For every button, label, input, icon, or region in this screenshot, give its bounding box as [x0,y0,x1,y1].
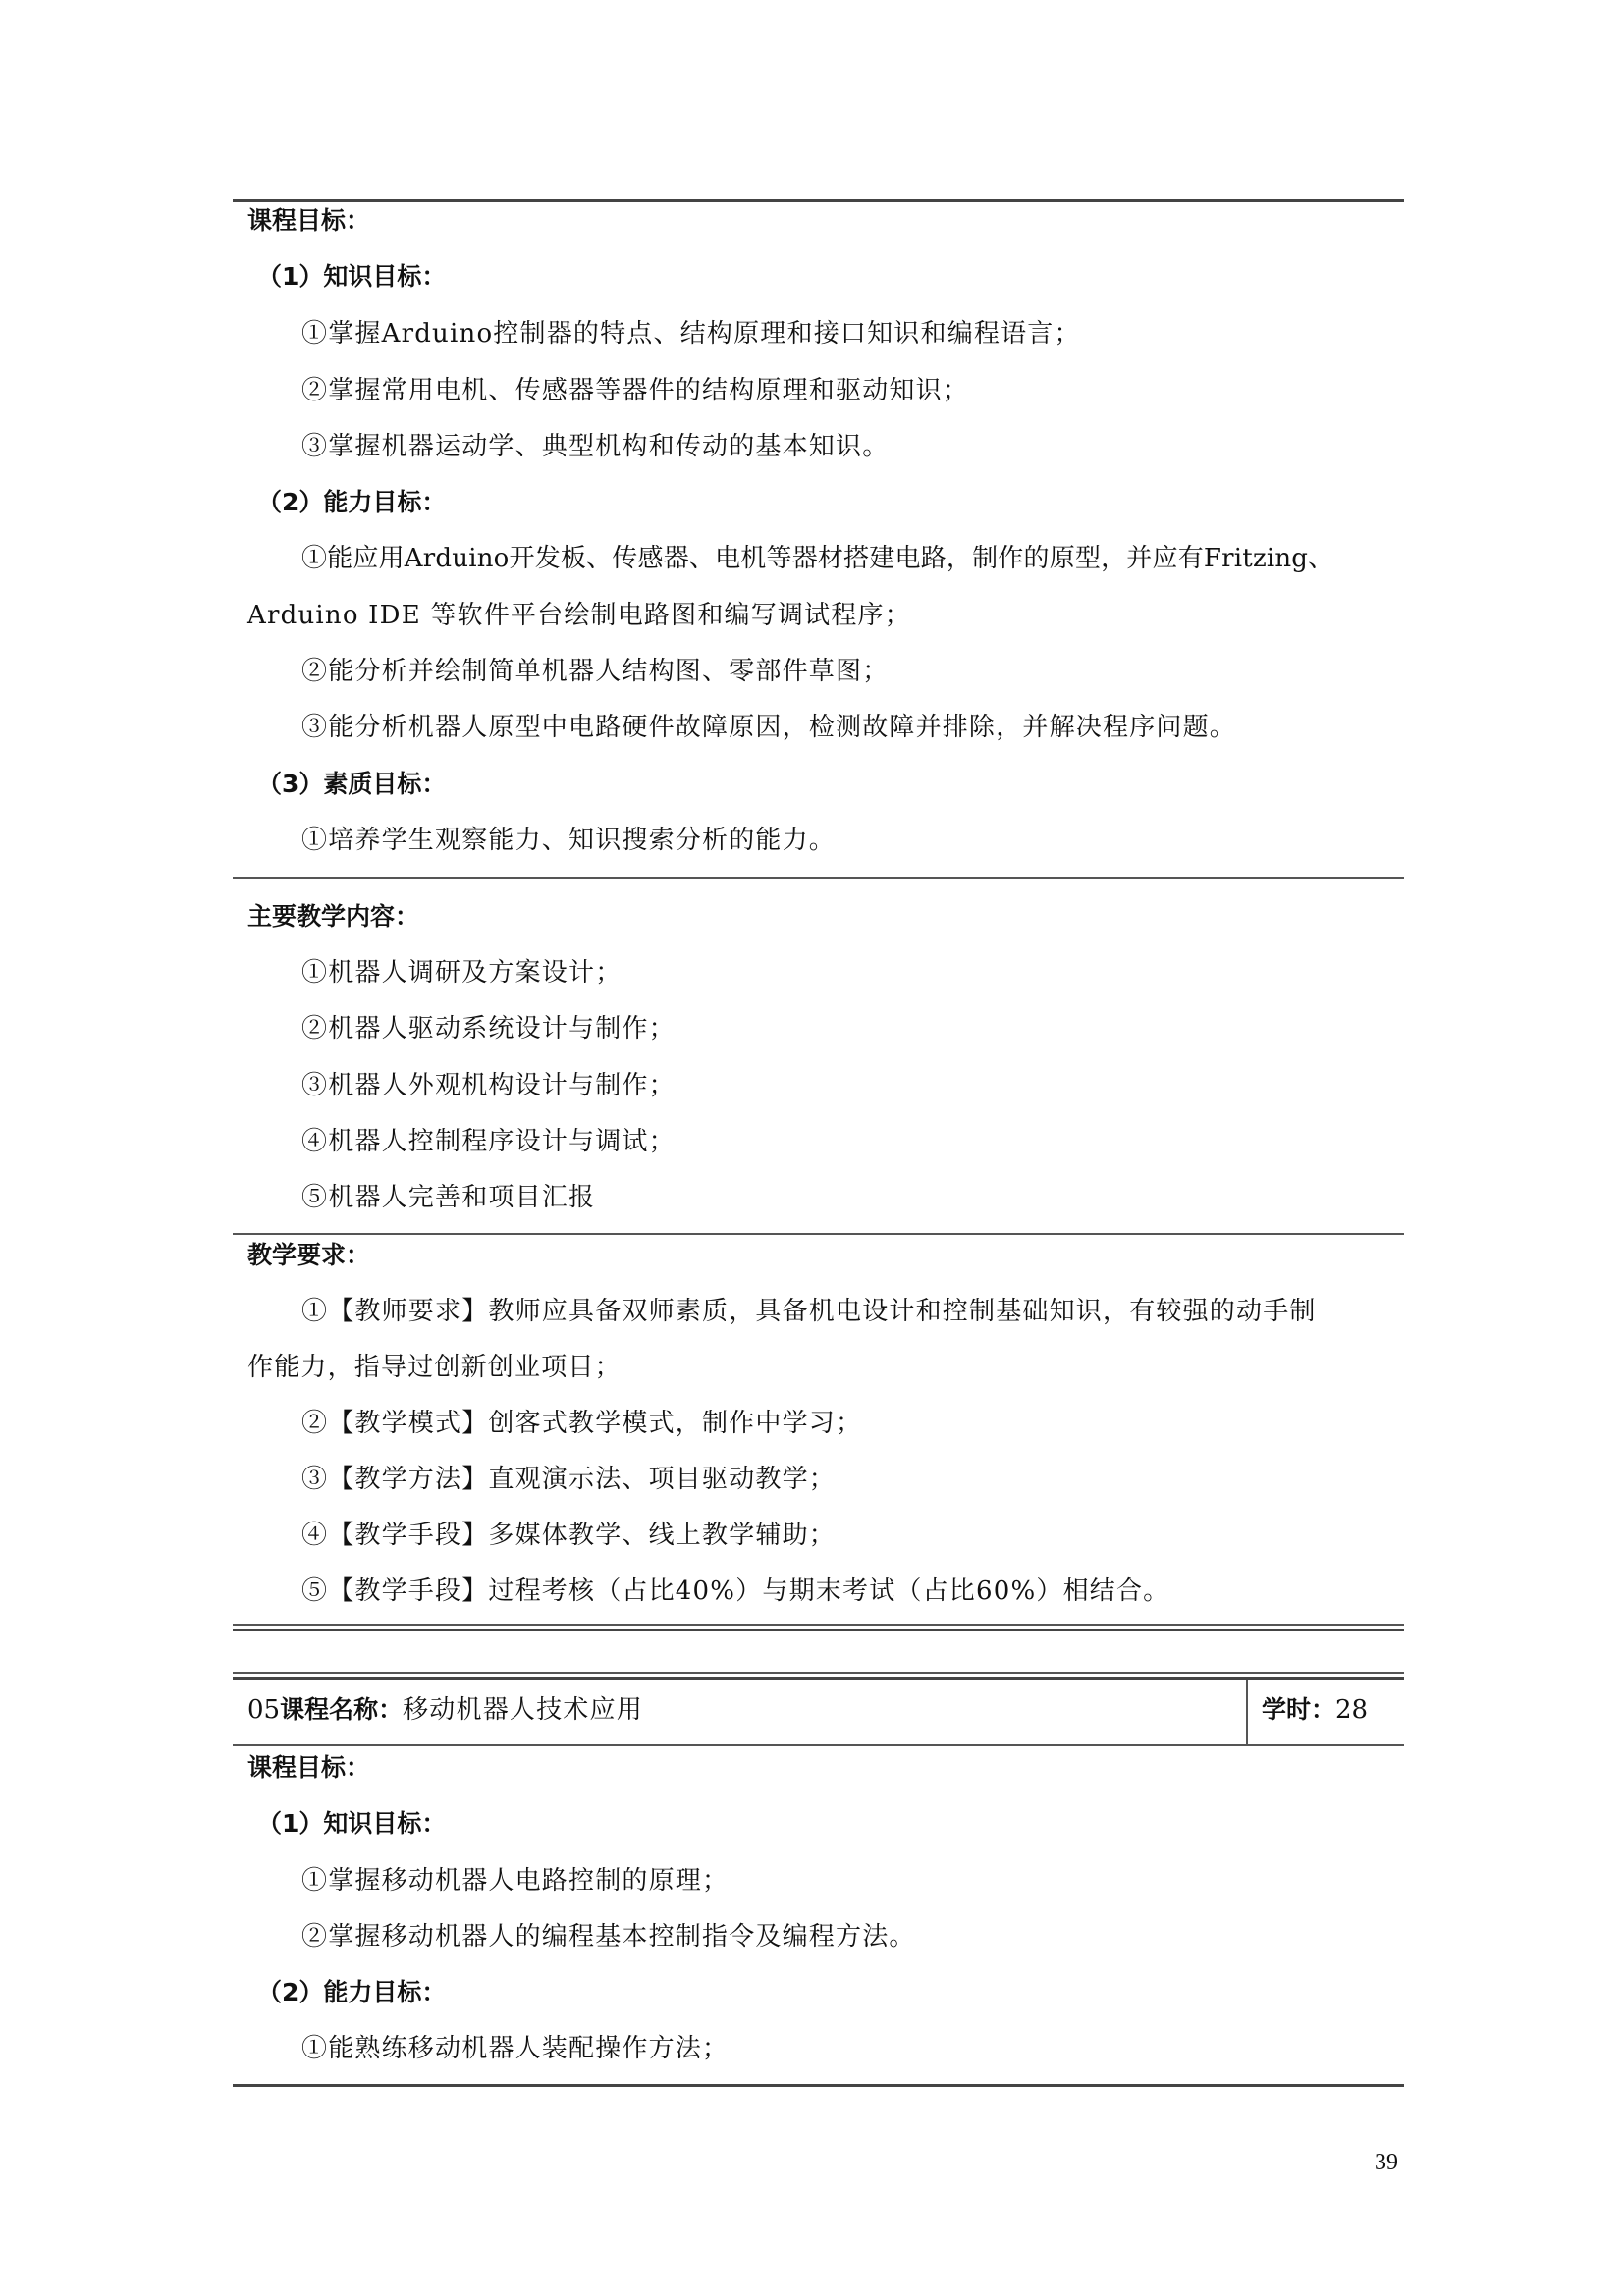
quality-item: ①培养学生观察能力、知识搜索分析的能力。 [301,826,837,855]
row-divider [233,1744,1404,1746]
content-item: ④机器人控制程序设计与调试； [301,1127,676,1156]
section-divider [233,1233,1404,1235]
table-bottom-rule [233,1624,1404,1626]
knowledge-item: ②掌握移动机器人的编程基本控制指令及编程方法。 [301,1922,916,1951]
ability-item: ③能分析机器人原型中电路硬件故障原因，检测故障并排除，并解决程序问题。 [301,713,1237,742]
page-number: 39 [1375,2150,1398,2175]
course-number: 05 [247,1695,281,1725]
ability-heading: （2）能力目标： [257,1978,447,2006]
table-top-rule [233,1672,1404,1674]
ability-heading: （2）能力目标： [257,488,447,516]
course-name-cell [247,1693,643,1727]
quality-heading: （3）素质目标： [257,770,447,798]
requirement-item: ③【教学方法】直观演示法、项目驱动教学； [301,1465,837,1494]
requirement-item: ④【教学手段】多媒体教学、线上教学辅助； [301,1521,837,1550]
course-name-label: 课程名称： [280,1695,404,1724]
ability-item-line: Arduino IDE 等软件平台绘制电路图和编写调试程序； [247,601,911,630]
hours-label: 学时： [1262,1695,1336,1724]
goals-heading: 课程目标： [247,1753,371,1782]
content-item: ⑤机器人完善和项目汇报 [301,1183,596,1212]
content-item: ③机器人外观机构设计与制作； [301,1071,676,1100]
requirements-heading: 教学要求： [247,1241,371,1269]
knowledge-heading: （1）知识目标： [257,1809,447,1838]
course-name-value: 移动机器人技术应用 [403,1695,643,1725]
table-bottom-rule [233,2084,1404,2087]
table-bottom-rule [233,1629,1404,1631]
requirement-item: ②【教学模式】创客式教学模式，制作中学习； [301,1409,863,1438]
knowledge-item: ②掌握常用电机、传感器等器件的结构原理和驱动知识； [301,376,970,405]
ability-item: ②能分析并绘制简单机器人结构图、零部件草图； [301,657,890,686]
knowledge-item: ①掌握Arduino控制器的特点、结构原理和接口知识和编程语言； [301,319,1081,348]
knowledge-item: ③掌握机器运动学、典型机构和传动的基本知识。 [301,432,890,461]
cell-divider [1246,1680,1248,1745]
requirement-item-line: 作能力，指导过创新创业项目； [247,1353,622,1382]
goals-heading: 课程目标： [247,206,371,235]
table-top-rule [233,1677,1404,1680]
content-item: ②机器人驱动系统设计与制作； [301,1014,676,1043]
hours-value: 28 [1335,1695,1369,1725]
content-item: ①机器人调研及方案设计； [301,958,623,988]
content-heading: 主要教学内容： [247,902,420,931]
section-divider [233,877,1404,879]
requirement-item: ⑤【教学手段】过程考核（占比40%）与期末考试（占比60%）相结合。 [301,1576,1170,1606]
requirement-item-line: ①【教师要求】教师应具备双师素质，具备机电设计和控制基础知识，有较强的动手制 [301,1297,1317,1326]
ability-item: ①能熟练移动机器人装配操作方法； [301,2034,730,2063]
knowledge-item: ①掌握移动机器人电路控制的原理； [301,1866,730,1896]
knowledge-heading: （1）知识目标： [257,262,447,291]
table-top-rule [233,199,1404,202]
course-hours-cell [1262,1693,1368,1727]
ability-item-line: ①能应用Arduino开发板、传感器、电机等器材搭建电路，制作的原型，并应有Fritzing、 [301,544,1334,573]
